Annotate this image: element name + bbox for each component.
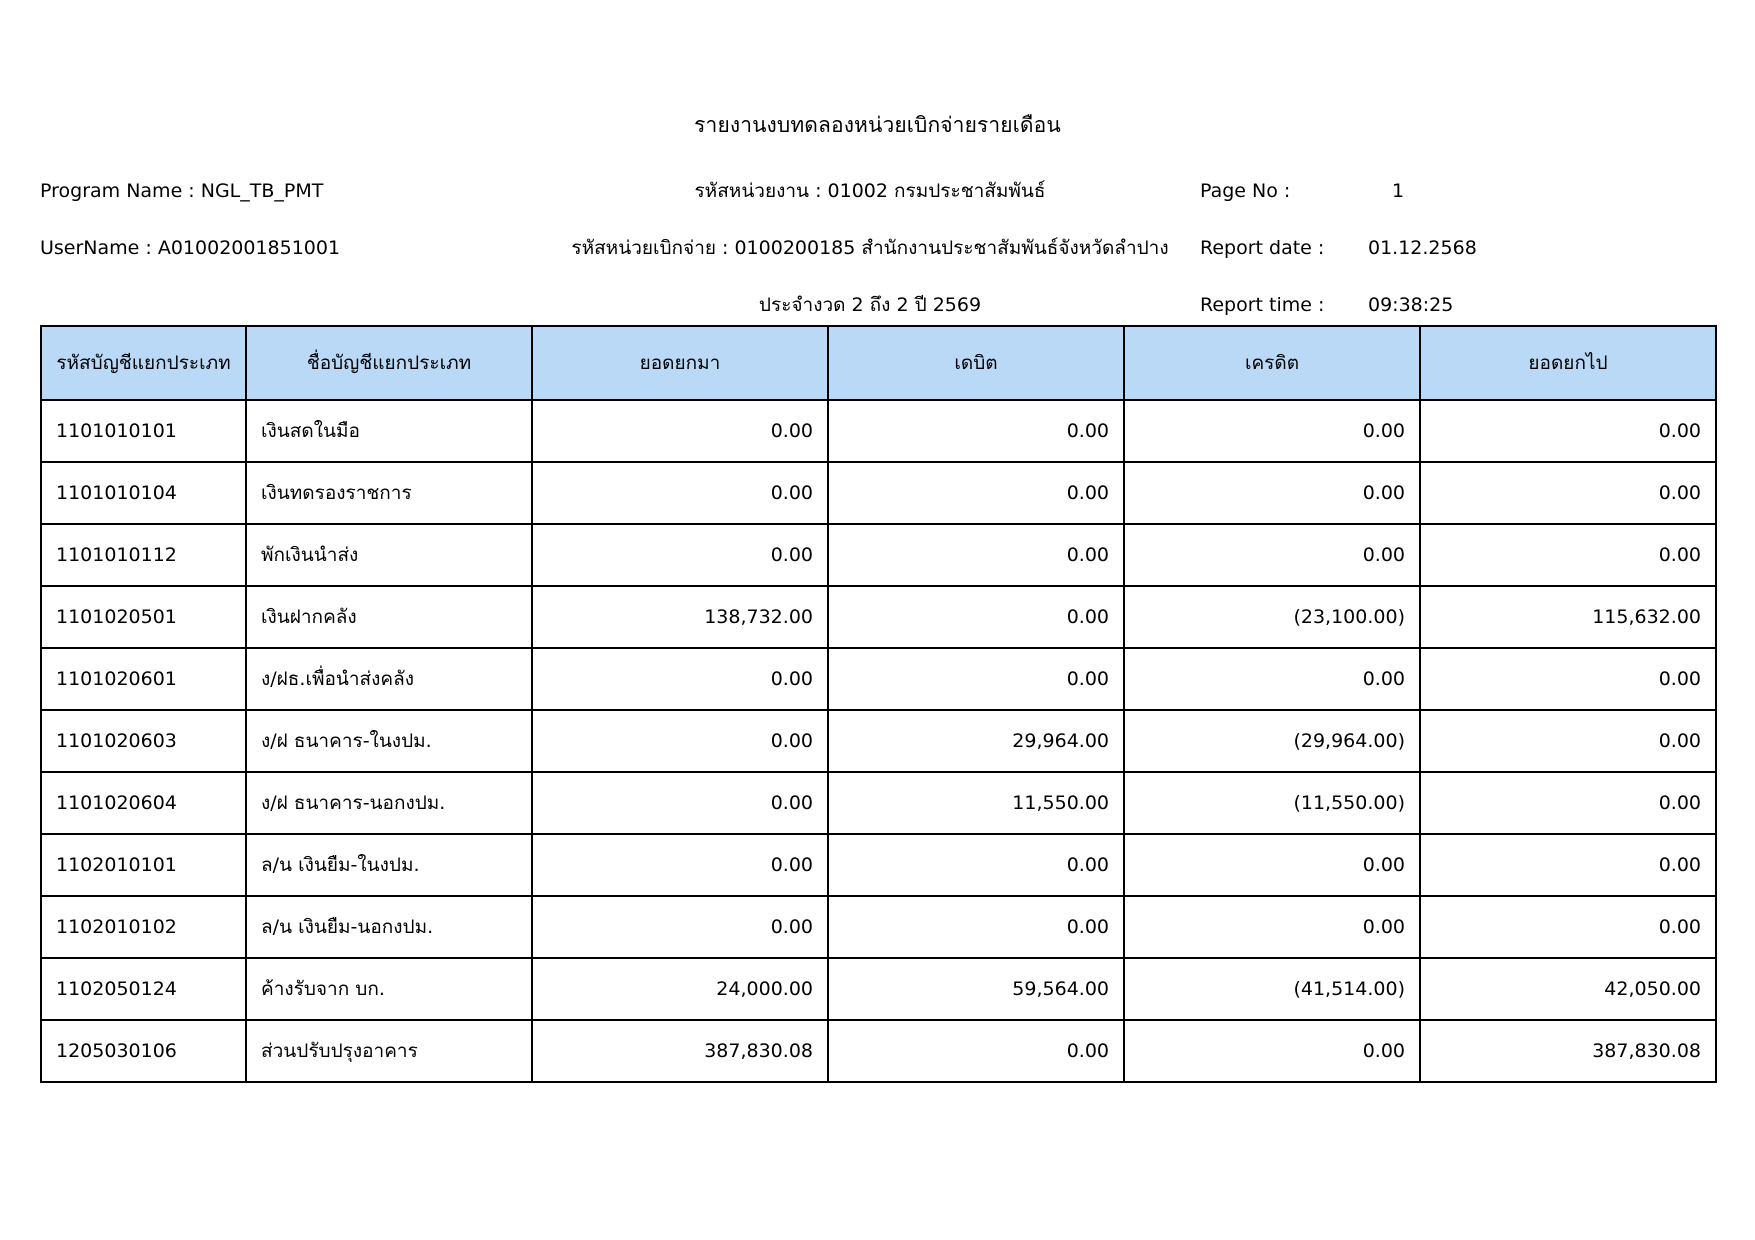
report-header-meta <box>40 163 1715 317</box>
table-row <box>41 772 1716 834</box>
cell-closing-balance: 387,830.08 <box>1420 1020 1716 1082</box>
cell-closing-balance: 0.00 <box>1420 462 1716 524</box>
table-header-row <box>41 326 1716 400</box>
cell-account-name: ง/ฝ ธนาคาร-นอกงปม. <box>246 772 532 834</box>
cell-opening-balance: 0.00 <box>532 648 828 710</box>
page-no-row <box>1200 163 1680 220</box>
column-header-credit: เครดิต <box>1124 326 1420 400</box>
cell-opening-balance: 387,830.08 <box>532 1020 828 1082</box>
table-body <box>41 400 1716 1082</box>
cell-opening-balance: 24,000.00 <box>532 958 828 1020</box>
cell-credit: (23,100.00) <box>1124 586 1420 648</box>
cell-debit: 59,564.00 <box>828 958 1124 1020</box>
report-time-row <box>1200 277 1680 334</box>
cell-opening-balance: 0.00 <box>532 710 828 772</box>
cell-credit: 0.00 <box>1124 400 1420 462</box>
cell-debit: 0.00 <box>828 834 1124 896</box>
cell-credit: 0.00 <box>1124 524 1420 586</box>
cell-debit: 0.00 <box>828 648 1124 710</box>
cell-opening-balance: 0.00 <box>532 834 828 896</box>
cell-account-name: พักเงินนำส่ง <box>246 524 532 586</box>
cell-closing-balance: 0.00 <box>1420 648 1716 710</box>
cell-account-code: 1101020603 <box>41 710 246 772</box>
cell-debit: 0.00 <box>828 524 1124 586</box>
cell-debit: 0.00 <box>828 586 1124 648</box>
cell-closing-balance: 42,050.00 <box>1420 958 1716 1020</box>
cell-credit: 0.00 <box>1124 834 1420 896</box>
cell-credit: 0.00 <box>1124 648 1420 710</box>
cell-opening-balance: 0.00 <box>532 524 828 586</box>
cell-closing-balance: 0.00 <box>1420 524 1716 586</box>
table-row <box>41 710 1716 772</box>
cell-debit: 0.00 <box>828 462 1124 524</box>
cell-opening-balance: 0.00 <box>532 772 828 834</box>
cell-debit: 0.00 <box>828 1020 1124 1082</box>
table-row <box>41 400 1716 462</box>
cell-credit: 0.00 <box>1124 1020 1420 1082</box>
cell-debit: 29,964.00 <box>828 710 1124 772</box>
cell-account-code: 1101010104 <box>41 462 246 524</box>
cell-credit: (41,514.00) <box>1124 958 1420 1020</box>
table-row <box>41 524 1716 586</box>
cell-closing-balance: 0.00 <box>1420 400 1716 462</box>
cell-account-code: 1101020601 <box>41 648 246 710</box>
report-time-label: Report time : <box>1200 294 1325 317</box>
username-line: UserName : A01002001851001 <box>40 237 341 260</box>
report-time-value: 09:38:25 <box>1368 294 1454 317</box>
cell-closing-balance: 0.00 <box>1420 710 1716 772</box>
cell-account-code: 1102010102 <box>41 896 246 958</box>
report-date-label: Report date : <box>1200 237 1325 260</box>
meta-center-column <box>540 163 1200 334</box>
cell-debit: 11,550.00 <box>828 772 1124 834</box>
meta-right-column <box>1200 163 1680 334</box>
cell-account-name: เงินทดรองราชการ <box>246 462 532 524</box>
table-row <box>41 648 1716 710</box>
column-header-opening-balance: ยอดยกมา <box>532 326 828 400</box>
table-row <box>41 896 1716 958</box>
cell-account-name: ส่วนปรับปรุงอาคาร <box>246 1020 532 1082</box>
cell-account-code: 1205030106 <box>41 1020 246 1082</box>
agency-line: รหัสหน่วยงาน : 01002 กรมประชาสัมพันธ์ <box>694 180 1046 203</box>
cell-account-name: ล/น เงินยืม-นอกงปม. <box>246 896 532 958</box>
cell-closing-balance: 115,632.00 <box>1420 586 1716 648</box>
cell-credit: 0.00 <box>1124 896 1420 958</box>
cell-account-code: 1101020501 <box>41 586 246 648</box>
report-date-row <box>1200 220 1680 277</box>
cell-opening-balance: 0.00 <box>532 462 828 524</box>
cell-credit: (29,964.00) <box>1124 710 1420 772</box>
cell-credit: 0.00 <box>1124 462 1420 524</box>
disbursement-unit-line: รหัสหน่วยเบิกจ่าย : 0100200185 สำนักงานประชาสัมพันธ์จังหวัดลำปาง <box>571 237 1169 260</box>
page-no-label: Page No : <box>1200 180 1291 203</box>
cell-account-code: 1101020604 <box>41 772 246 834</box>
cell-closing-balance: 0.00 <box>1420 834 1716 896</box>
cell-credit: (11,550.00) <box>1124 772 1420 834</box>
cell-account-code: 1102010101 <box>41 834 246 896</box>
table-row <box>41 1020 1716 1082</box>
cell-account-name: ง/ฝ ธนาคาร-ในงปม. <box>246 710 532 772</box>
cell-account-name: ง/ฝธ.เพื่อนำส่งคลัง <box>246 648 532 710</box>
column-header-account-name: ชื่อบัญชีแยกประเภท <box>246 326 532 400</box>
cell-account-code: 1102050124 <box>41 958 246 1020</box>
report-date-value: 01.12.2568 <box>1368 237 1477 260</box>
table-row <box>41 958 1716 1020</box>
cell-account-name: เงินสดในมือ <box>246 400 532 462</box>
trial-balance-table <box>40 325 1717 1083</box>
cell-debit: 0.00 <box>828 400 1124 462</box>
meta-left-column <box>40 163 560 277</box>
cell-account-name: ค้างรับจาก บก. <box>246 958 532 1020</box>
cell-opening-balance: 138,732.00 <box>532 586 828 648</box>
table-row <box>41 586 1716 648</box>
cell-opening-balance: 0.00 <box>532 896 828 958</box>
table-row <box>41 462 1716 524</box>
cell-opening-balance: 0.00 <box>532 400 828 462</box>
cell-account-code: 1101010112 <box>41 524 246 586</box>
column-header-account-code: รหัสบัญชีแยกประเภท <box>41 326 246 400</box>
cell-account-name: ล/น เงินยืม-ในงปม. <box>246 834 532 896</box>
page-no-value: 1 <box>1391 180 1405 203</box>
column-header-closing-balance: ยอดยกไป <box>1420 326 1716 400</box>
cell-closing-balance: 0.00 <box>1420 896 1716 958</box>
period-line: ประจำงวด 2 ถึง 2 ปี 2569 <box>758 294 982 317</box>
cell-debit: 0.00 <box>828 896 1124 958</box>
column-header-debit: เดบิต <box>828 326 1124 400</box>
cell-account-code: 1101010101 <box>41 400 246 462</box>
page-title: รายงานงบทดลองหน่วยเบิกจ่ายรายเดือน <box>694 113 1061 137</box>
table-row <box>41 834 1716 896</box>
table-header <box>41 326 1716 400</box>
program-name-line: Program Name : NGL_TB_PMT <box>40 180 324 203</box>
cell-account-name: เงินฝากคลัง <box>246 586 532 648</box>
cell-closing-balance: 0.00 <box>1420 772 1716 834</box>
